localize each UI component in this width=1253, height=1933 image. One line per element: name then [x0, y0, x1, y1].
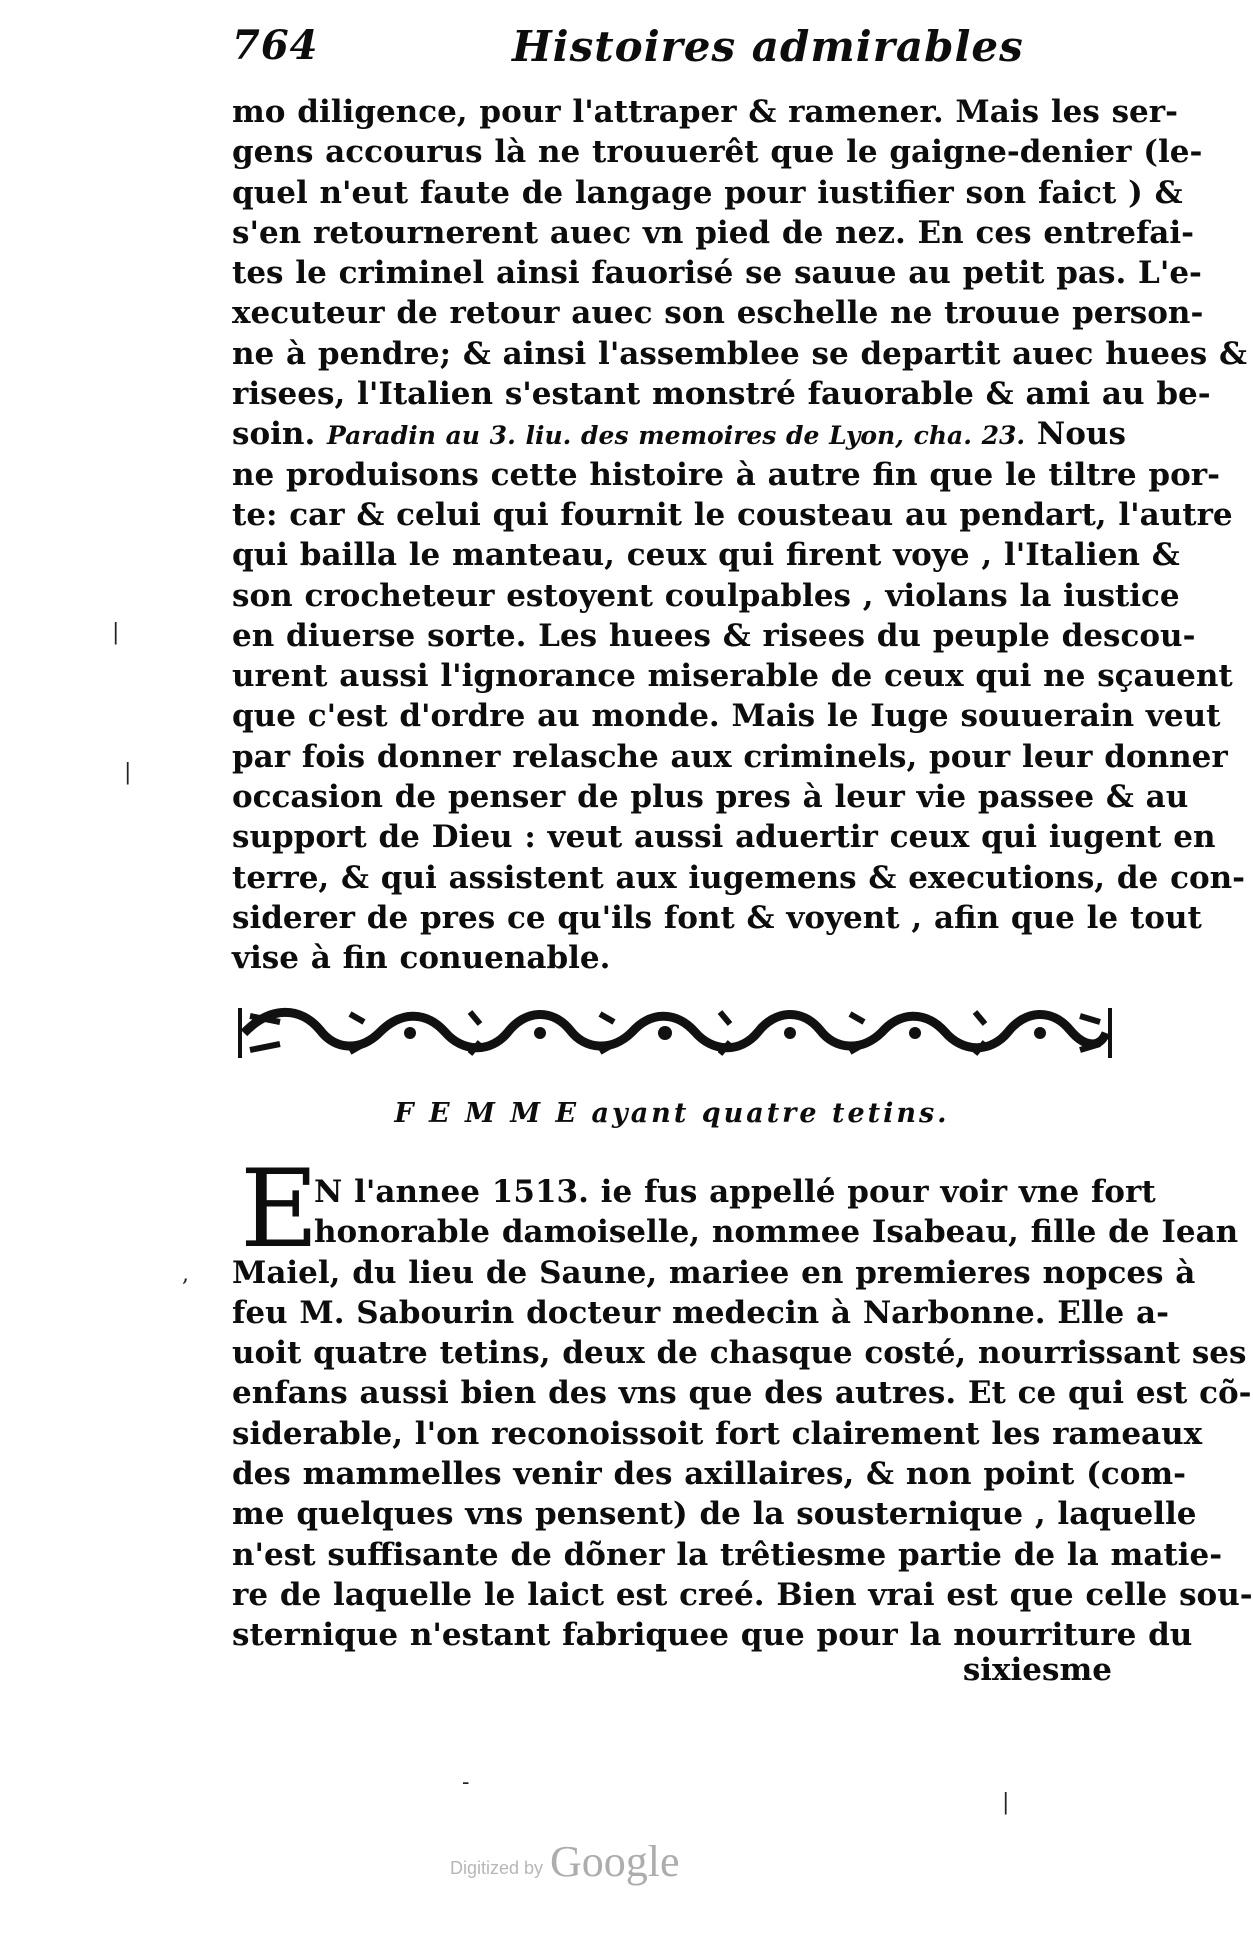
text-line: siderable, l'on reconoissoit fort clairement les rameaux — [232, 1415, 1203, 1452]
citation-line — [232, 414, 1126, 454]
margin-mark: - — [462, 1770, 470, 1795]
watermark-google-logo: Google — [550, 1837, 680, 1886]
text-line: uoit quatre tetins, deux de chasque costé, nourrissant ses — [232, 1335, 1247, 1372]
text-line: Maiel, du lieu de Saune, mariee en premieres nopces à — [232, 1254, 1196, 1291]
text-line: ne produisons cette histoire à autre fin que le tiltre por- — [232, 456, 1220, 493]
text-line: que c'est d'ordre au monde. Mais le Iuge souuerain veut — [232, 698, 1221, 735]
text-line: re de laquelle le laict est creé. Bien vrai est que celle sou- — [232, 1576, 1253, 1613]
text-line: par fois donner relasche aux criminels, pour leur donner — [232, 738, 1228, 775]
text-line: mo diligence, pour l'attraper & ramener. Mais les ser- — [232, 94, 1178, 130]
text-line: terre, & qui assistent aux iugemens & executions, de con- — [232, 859, 1246, 896]
margin-mark: | — [124, 760, 132, 785]
text-line: des mammelles venir des axillaires, & non point (com- — [232, 1456, 1187, 1493]
text-block-continued — [232, 92, 1247, 979]
text-line: tes le criminel ainsi fauorisé se sauue au petit pas. L'e- — [232, 255, 1202, 292]
text-line: feu M. Sabourin docteur medecin à Narbonne. Elle a- — [232, 1294, 1169, 1331]
text-line: occasion de penser de plus pres à leur vie passee & au — [232, 779, 1189, 816]
citation-reference: Paradin au 3. liu. des memoires de Lyon, cha. 23. — [327, 421, 1026, 451]
text-line: en diuerse sorte. Les huees & risees du peuple descou- — [232, 617, 1196, 654]
text-line: ne à pendre; & ainsi l'assemblee se departit auec huees & — [232, 335, 1247, 372]
text-line: s'en retournerent auec vn pied de nez. En ces entrefai- — [232, 214, 1195, 251]
text-line: me quelques vns pensent) de la sousternique , laquelle — [232, 1496, 1197, 1533]
text-line: urent aussi l'ignorance miserable de ceux qui ne sçauent — [232, 658, 1233, 695]
margin-mark: , — [182, 1262, 189, 1287]
text-line: siderer de pres ce qu'ils font & voyent , afin que le tout — [232, 899, 1202, 936]
text-line: te: car & celui qui fournit le cousteau au pendart, l'autre — [232, 496, 1233, 533]
watermark-digitized-by: Digitized by — [450, 1858, 544, 1878]
ornamental-band — [240, 1002, 1110, 1064]
page-number: 764 — [232, 22, 319, 69]
running-head — [232, 22, 1112, 82]
text-line: gens accourus là ne trouuerêt que le gaigne-denier (le- — [232, 134, 1203, 171]
citation-line-end: Nous — [1036, 416, 1126, 453]
citation-line-start: soin. — [232, 416, 316, 453]
text-line: support de Dieu : veut aussi aduertir ceux qui iugent en — [232, 819, 1216, 856]
text-line: N l'annee 1513. ie fus appellé pour voir vne fort — [314, 1174, 1156, 1210]
text-line: quel n'eut faute de langage pour iustifier son faict ) & — [232, 174, 1183, 211]
text-line: qui bailla le manteau, ceux qui firent voye , l'Italien & — [232, 537, 1180, 574]
text-line: risees, l'Italien s'estant monstré fauorable & ami au be- — [232, 376, 1211, 413]
text-line: vise à fin conuenable. — [232, 940, 611, 977]
text-line: n'est suffisante de dõner la trêtiesme partie de la matie- — [232, 1536, 1223, 1573]
margin-mark: | — [1002, 1790, 1010, 1815]
text-block-section — [232, 1172, 1253, 1656]
margin-mark: | — [112, 620, 120, 645]
catchword: sixiesme — [962, 1652, 1112, 1688]
text-line: sternique n'estant fabriquee que pour la nourriture du — [232, 1617, 1193, 1654]
text-line: honorable damoiselle, nommee Isabeau, fille de Iean — [314, 1214, 1239, 1251]
text-line: xecuteur de retour auec son eschelle ne trouue person- — [232, 295, 1204, 332]
text-line: enfans aussi bien des vns que des autres. Et ce qui est cõ- — [232, 1375, 1252, 1412]
text-line: son crocheteur estoyent coulpables , violans la iustice — [232, 577, 1180, 614]
section-heading: F E M M E ayant quatre tetins. — [394, 1098, 950, 1129]
running-title: Histoires admirables — [512, 22, 1024, 71]
drop-capital: E — [240, 1147, 319, 1272]
digitization-watermark — [450, 1836, 750, 1896]
